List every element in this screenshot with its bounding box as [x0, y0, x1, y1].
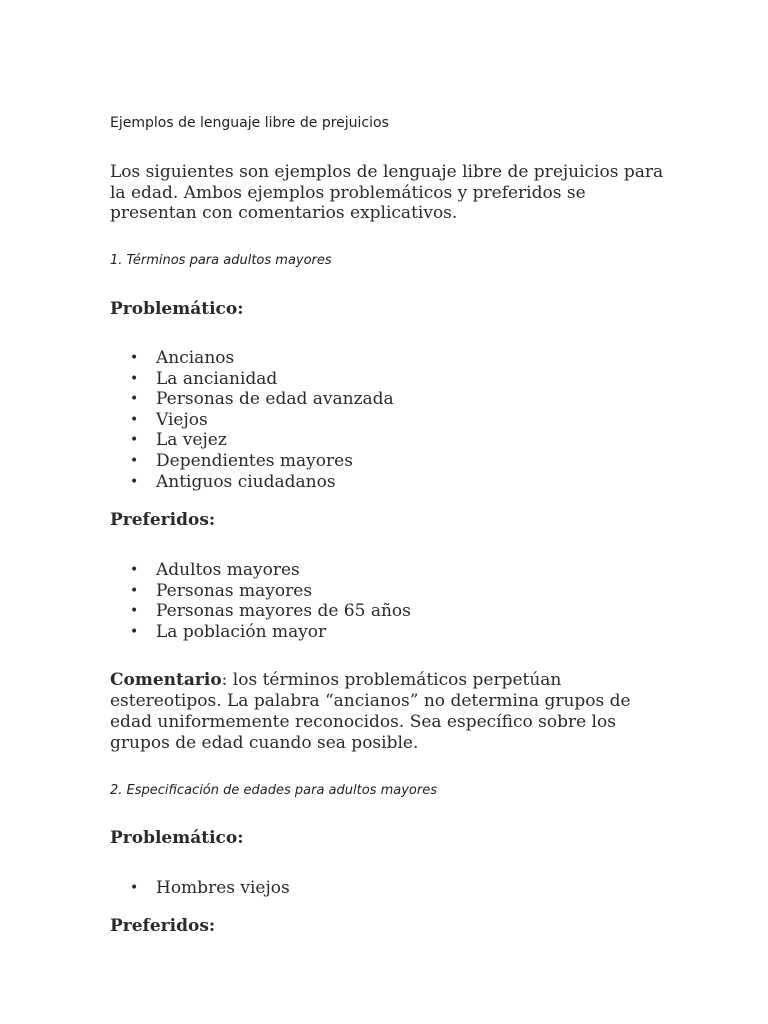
list-item: • La vejez	[130, 430, 227, 451]
bullet-icon: •	[130, 603, 139, 620]
bullet-icon: •	[130, 880, 139, 896]
list-item: • Adultos mayores	[130, 560, 300, 580]
list-item: • La ancianidad	[130, 368, 278, 389]
document-title: Ejemplos de lenguaje libre de prejuicios	[110, 115, 389, 131]
section-1-heading: 1. Términos para adultos mayores	[110, 253, 332, 268]
bullet-icon: •	[130, 370, 139, 387]
list-item: • Personas de edad avanzada	[130, 389, 394, 410]
list-item: • Personas mayores de 65 años	[130, 601, 411, 622]
list-item: • Ancianos	[130, 348, 235, 368]
section-2-problematic-list	[110, 878, 290, 899]
section-2-heading: 2. Especificación de edades para adultos mayores	[110, 783, 437, 798]
section-1-comment	[110, 670, 670, 754]
section-1-preferred-list	[110, 560, 411, 642]
bullet-icon: •	[130, 391, 139, 408]
list-item: • La población mayor	[130, 621, 327, 642]
section-1-problematic-list	[110, 348, 394, 492]
section-1-problematic-label: Problemático:	[110, 299, 244, 319]
comment-text: : los términos problemáticos perpetúan estereotipos. La palabra “ancianos” no determina grupos de edad uniformemente reconocidos. Sea específico sobre los grupos de edad cuando sea posible.	[110, 670, 631, 753]
bullet-icon: •	[130, 473, 139, 490]
section-2-preferred-label: Preferidos:	[110, 916, 216, 936]
bullet-icon: •	[130, 623, 139, 640]
list-item: • Antiguos ciudadanos	[130, 471, 336, 492]
bullet-icon: •	[130, 432, 139, 449]
bullet-icon: •	[130, 562, 139, 578]
comment-label: Comentario	[110, 670, 222, 690]
bullet-icon: •	[130, 452, 139, 469]
list-item: • Personas mayores	[130, 580, 313, 601]
bullet-icon: •	[130, 582, 139, 599]
list-item: • Viejos	[130, 409, 208, 430]
section-1-preferred-label: Preferidos:	[110, 510, 216, 530]
list-item: • Hombres viejos	[130, 878, 290, 898]
intro-paragraph: Los siguientes son ejemplos de lenguaje libre de prejuicios para la edad. Ambos ejemplos problemáticos y preferidos se presentan con comentarios explicativos.	[110, 162, 664, 223]
bullet-icon: •	[130, 411, 139, 428]
bullet-icon: •	[130, 350, 139, 366]
section-2-problematic-label: Problemático:	[110, 828, 244, 848]
list-item: • Dependientes mayores	[130, 450, 353, 471]
